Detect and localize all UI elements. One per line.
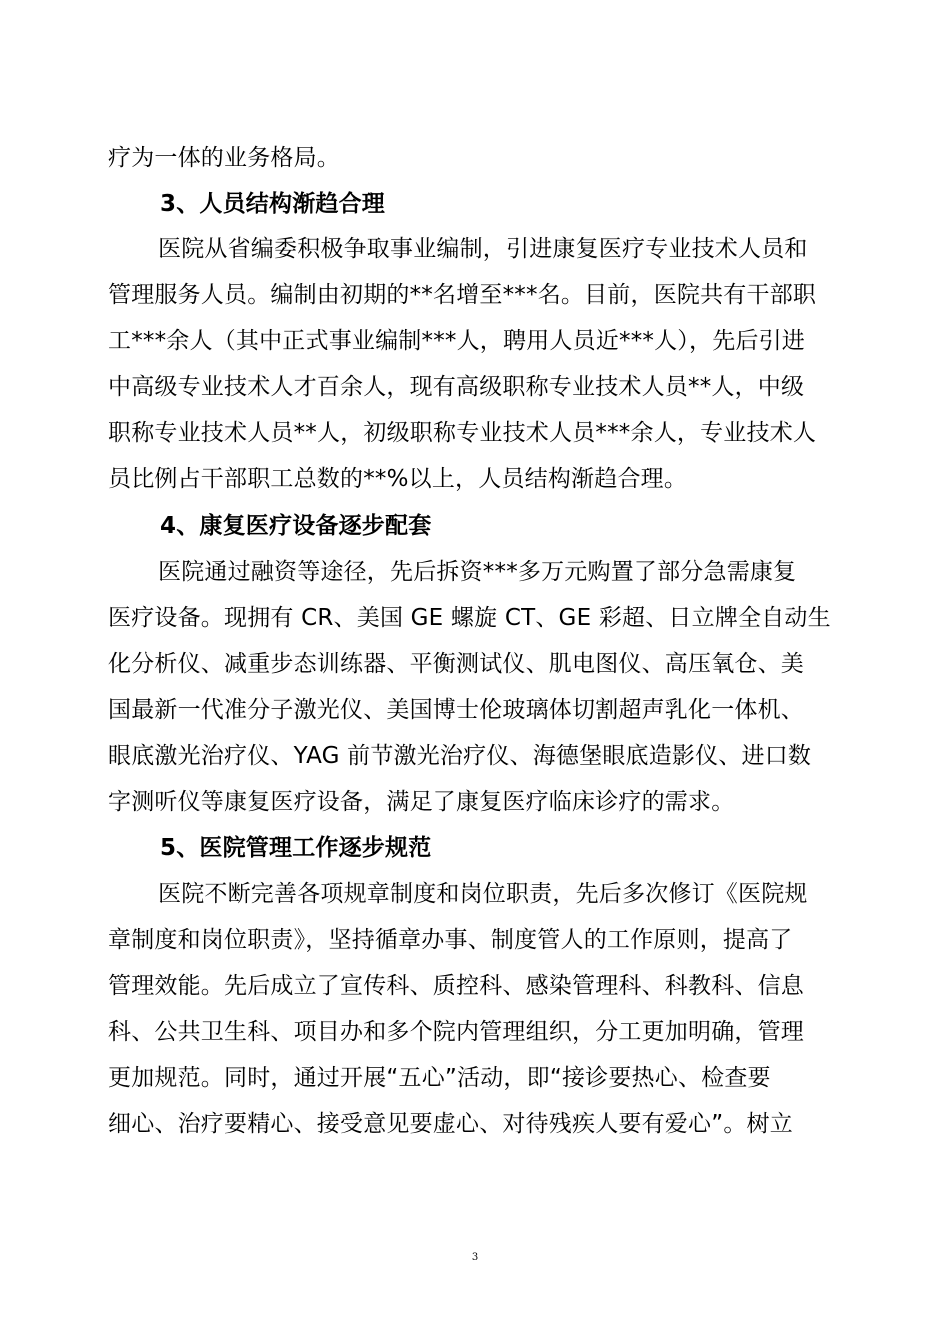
paragraph-line: 章制度和岗位职责》，坚持循章办事、制度管人的工作原则，提高了 — [108, 927, 793, 953]
paragraph-line: 字测听仪等康复医疗设备，满足了康复医疗临床诊疗的需求。 — [108, 789, 735, 815]
paragraph-line: 国最新一代准分子激光仪、美国博士伦玻璃体切割超声乳化一体机、 — [108, 697, 804, 723]
section-heading-management: 5、医院管理工作逐步规范 — [160, 835, 432, 861]
paragraph-line: 管理效能。先后成立了宣传科、质控科、感染管理科、科教科、信息 — [108, 973, 804, 999]
paragraph-line: 医院通过融资等途径，先后拆资***多万元购置了部分急需康复 — [158, 559, 797, 585]
paragraph-line: 员比例占干部职工总数的**%以上，人员结构渐趋合理。 — [108, 466, 688, 492]
paragraph-line: 更加规范。同时，通过开展“五心”活动，即“接诊要热心、检查要 — [108, 1065, 771, 1091]
paragraph-line: 化分析仪、减重步态训练器、平衡测试仪、肌电图仪、高压氧仓、美 — [108, 651, 804, 677]
paragraph-line: 医院不断完善各项规章制度和岗位职责，先后多次修订《医院规 — [158, 881, 808, 907]
paragraph-line: 医院从省编委积极争取事业编制，引进康复医疗专业技术人员和 — [158, 236, 808, 262]
paragraph-line: 疗为一体的业务格局。 — [108, 145, 340, 171]
page-number: 3 — [471, 1252, 479, 1263]
paragraph-line: 管理服务人员。编制由初期的**名增至***名。目前，医院共有干部职 — [108, 282, 817, 308]
paragraph-line: 工***余人（其中正式事业编制***人，聘用人员近***人），先后引进 — [108, 328, 805, 354]
paragraph-line: 细心、治疗要精心、接受意见要虚心、对待残疾人要有爱心”。树立 — [108, 1111, 793, 1137]
section-heading-equipment: 4、康复医疗设备逐步配套 — [160, 513, 432, 539]
paragraph-line: 中高级专业技术人才百余人，现有高级职称专业技术人员**人，中级 — [108, 374, 805, 400]
paragraph-line: 医疗设备。现拥有 CR、美国 GE 螺旋 CT、GE 彩超、日立牌全自动生 — [108, 605, 831, 631]
paragraph-line: 职称专业技术人员**人，初级职称专业技术人员***余人，专业技术人 — [108, 420, 817, 446]
section-heading-staff-structure: 3、人员结构渐趋合理 — [160, 191, 386, 217]
paragraph-line: 科、公共卫生科、项目办和多个院内管理组织，分工更加明确，管理 — [108, 1019, 804, 1045]
paragraph-line: 眼底激光治疗仪、YAG 前节激光治疗仪、海德堡眼底造影仪、进口数 — [108, 743, 812, 769]
